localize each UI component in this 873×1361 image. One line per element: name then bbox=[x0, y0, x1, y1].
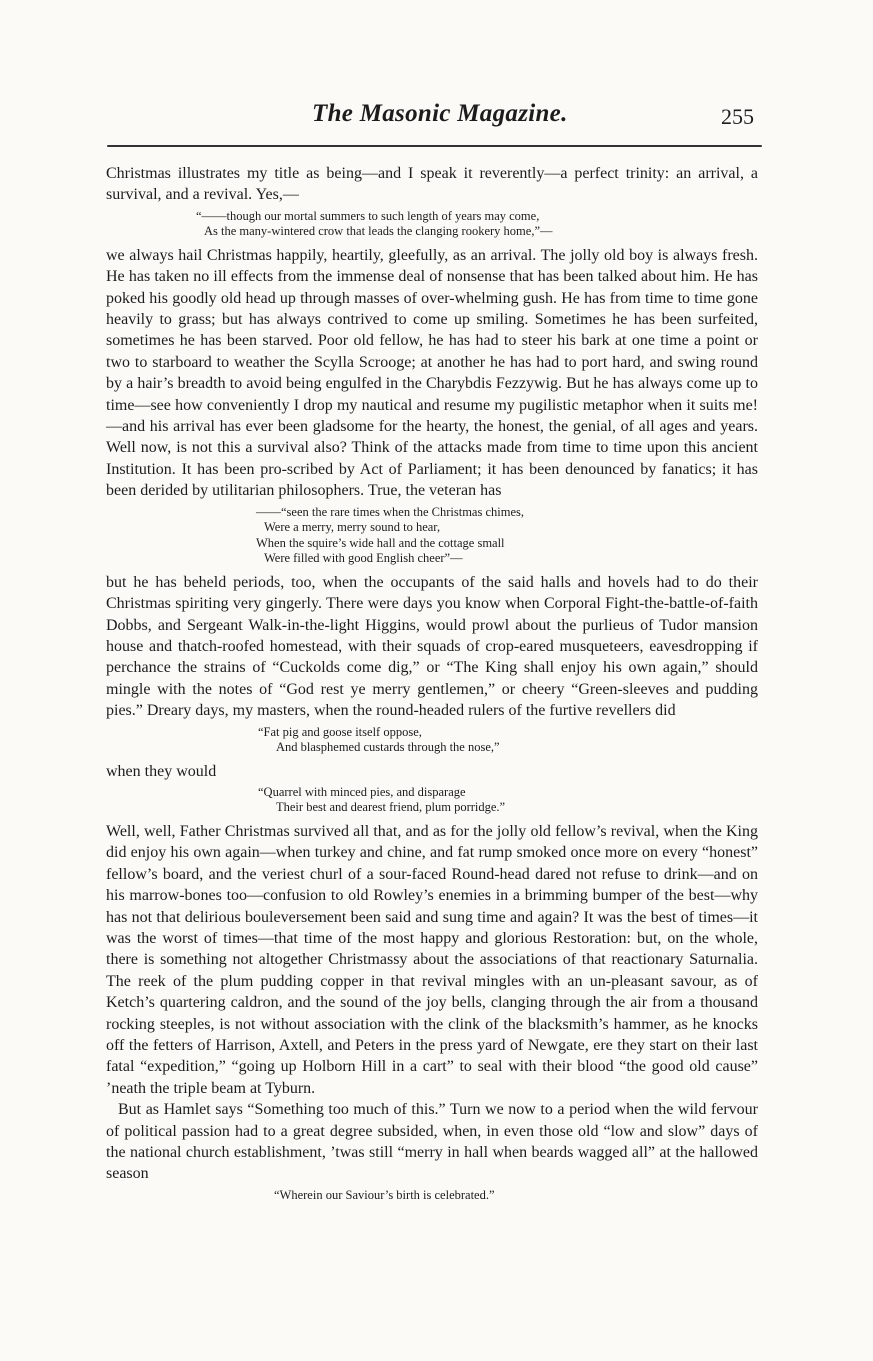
verse-line: Were filled with good English cheer”— bbox=[264, 551, 463, 566]
verse-line: “Wherein our Saviour’s birth is celebrated.” bbox=[274, 1187, 495, 1202]
verse-line: Their best and dearest friend, plum porridge.” bbox=[276, 800, 506, 815]
paragraph-2: we always hail Christmas happily, heartily, gleefully, as an arrival. The jolly old boy is always fresh. He has taken no ill effects from the immense deal of nonsense that has been talked about him. He has poked his goodly old head up through masses of over-whelming gush. He has from time to time gone heavily to grass; but has always contrived to come up smiling. Sometimes he has been surfeited, sometimes he has been starved. Poor old fellow, he has had to steer his bark at one time a point or two to starboard to weather the Scylla Scrooge; at another he has had to port hard, and swing round by a hair’s breadth to avoid being engulfed in the Charybdis Fezzywig. But he has always come up to time—see how conveniently I drop my nautical and resume my pugilistic metaphor when it suits me!—and his arrival has ever been gladsome for the hearty, the honest, the genial, of all ages and years. Well now, is not this a survival also? Think of the attacks made from time to time upon this ancient Institution. It has been pro-scribed by Act of Parliament; it has been denounced by fanatics; it has been derided by utilitarian philosophers. True, the veteran has bbox=[106, 246, 758, 500]
page-number: 255 bbox=[721, 104, 754, 129]
verse-line: “Fat pig and goose itself oppose, bbox=[258, 724, 422, 739]
paragraph-1: Christmas illustrates my title as being—and I speak it reverently—a perfect trinity: an arrival, a survival, and a revival. Yes,— bbox=[106, 165, 758, 204]
magazine-title: The Masonic Magazine. bbox=[312, 100, 568, 127]
verse-line: As the many-wintered crow that leads the clanging rookery home,”— bbox=[204, 224, 553, 239]
paragraph-6: But as Hamlet says “Something too much of this.” Turn we now to a period when the wild fervour of political passion had to a great degree subsided, when, in even those old “low and slow” days of the national church establishment, ’twas still “merry in hall when beards wagged all” at the hallowed season bbox=[106, 1101, 758, 1183]
verse-quote-4 bbox=[106, 785, 758, 816]
verse-quote-1 bbox=[106, 209, 758, 240]
verse-line: ——“seen the rare times when the Christmas chimes, bbox=[256, 504, 524, 519]
verse-line: “——though our mortal summers to such length of years may come, bbox=[196, 208, 540, 223]
verse-quote-5 bbox=[106, 1188, 758, 1204]
paragraph-3: but he has beheld periods, too, when the occupants of the said halls and hovels had to do their Christmas spiriting very gingerly. There were days you know when Corporal Fight-the-battle-of-faith Dobbs, and Sergeant Walk-in-the-light Higgins, would prowl about the purlieus of Tudor mansion house and thatch-roofed homestead, with their squads of crop-eared musqueteers, eavesdropping if perchance the strains of “Cuckolds come dig,” or “The King shall enjoy his own again,” should mingle with the notes of “God rest ye merry gentlemen,” or cheery “Green-sleeves and pudding pies.” Dreary days, my masters, when the round-headed rulers of the furtive revellers did bbox=[106, 573, 758, 720]
verse-line: When the squire’s wide hall and the cottage small bbox=[256, 535, 505, 550]
verse-quote-2 bbox=[106, 505, 758, 567]
verse-line: And blasphemed custards through the nose,” bbox=[276, 740, 500, 755]
header-rule bbox=[107, 145, 762, 147]
verse-line: “Quarrel with minced pies, and disparage bbox=[258, 784, 466, 799]
verse-quote-3 bbox=[106, 725, 758, 756]
paragraph-5: Well, well, Father Christmas survived all that, and as for the jolly old fellow’s revival, when the King did enjoy his own again—when turkey and chine, and fat rump smoked once more on every “honest” fellow’s board, and the veriest churl of a sour-faced Round-head dared not refuse to drink—and on his marrow-bones too—confusion to old Rowley’s enemies in a brimming bumper of the best—why has not that delirious bouleversement been said and sung time and again? It was the best of times—it was the worst of times—that time of the most happy and glorious Restoration: but, on the whole, there is something not altogether Christmassy about the associations of that reactionary Saturnalia. The reek of the plum pudding copper in that revival mingles with an un-pleasant savour, as of Ketch’s quartering caldron, and the sound of the joy bells, clanging through the air from a thousand rocking steeples, is not without association with the clink of the blacksmith’s hammer, as he knocks off the fetters of Harrison, Axtell, and Peters in the press yard of Newgate, ere they start on their last fatal “expedition,” “going up Holborn Hill in a cart” to seal with their blood “the good old cause” ’neath the triple beam at Tyburn. bbox=[106, 822, 758, 1097]
running-head bbox=[0, 100, 873, 136]
article-body bbox=[106, 163, 758, 1208]
paragraph-4: when they would bbox=[106, 762, 217, 780]
verse-line: Were a merry, merry sound to hear, bbox=[264, 520, 441, 535]
